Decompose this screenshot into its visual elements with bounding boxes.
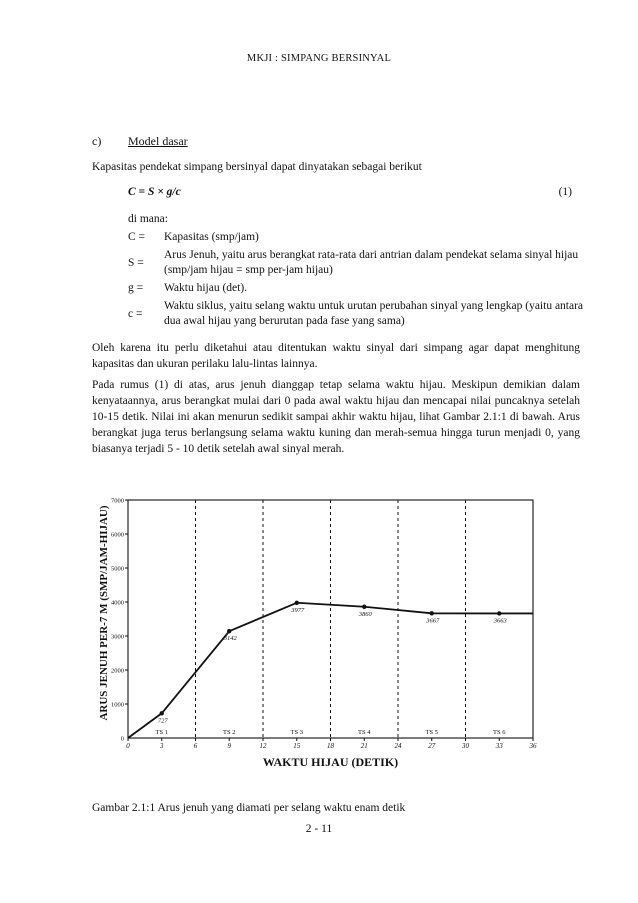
definition-text: Kapasitas (smp/jam) bbox=[164, 231, 259, 243]
intro-text: Kapasitas pendekat simpang bersinyal dapat dinyatakan sebagai berikut bbox=[92, 161, 422, 173]
x-tick-label: 21 bbox=[360, 742, 368, 750]
section-letter: c) bbox=[92, 134, 102, 148]
section-title: Model dasar bbox=[128, 134, 188, 148]
interval-label: TS 6 bbox=[493, 729, 506, 736]
y-tick-label: 0 bbox=[120, 735, 124, 743]
figure-caption: Gambar 2.1:1 Arus jenuh yang diamati per selang waktu enam detik bbox=[92, 802, 406, 814]
data-point bbox=[295, 601, 299, 605]
x-tick-label: 6 bbox=[193, 742, 198, 750]
capacity-formula: C = S × g/c bbox=[128, 186, 181, 198]
data-label: 3667 bbox=[426, 617, 440, 625]
definition-row bbox=[128, 299, 584, 329]
y-tick-label: 6000 bbox=[111, 531, 124, 539]
y-tick-label: 4000 bbox=[111, 599, 124, 607]
interval-label: TS 2 bbox=[223, 729, 236, 736]
x-axis-title: WAKTU HIJAU (DETIK) bbox=[262, 755, 399, 769]
x-tick-label: 3 bbox=[160, 742, 164, 750]
y-tick-label: 5000 bbox=[111, 565, 124, 573]
data-point bbox=[430, 611, 434, 615]
x-tick-label: 15 bbox=[293, 742, 301, 750]
x-tick-label: 24 bbox=[394, 742, 402, 750]
x-tick-label: 18 bbox=[327, 742, 334, 750]
interval-label: TS 1 bbox=[155, 729, 168, 736]
definition-text: Arus Jenuh, yaitu arus berangkat rata-rata dari antrian dalam pendekat selama sinyal hijau (smp/jam hijau = smp per-jam hijau) bbox=[164, 249, 579, 276]
definition-symbol: S = bbox=[128, 256, 144, 269]
page-header: MKJI : SIMPANG BERSINYAL bbox=[246, 53, 392, 64]
interval-label: TS 3 bbox=[290, 729, 303, 736]
x-tick-label: 9 bbox=[227, 742, 231, 750]
interval-label: TS 5 bbox=[425, 729, 438, 736]
x-tick-label: 12 bbox=[259, 742, 267, 750]
y-tick-label: 7000 bbox=[111, 497, 124, 505]
y-tick-label: 3000 bbox=[111, 633, 124, 641]
paragraph-1: Oleh karena itu perlu diketahui atau ditentukan waktu sinyal dari simpang agar dapat menghitung kapasitas dan ukuran perilaku lalu-lintas lainnya. bbox=[92, 342, 580, 370]
page-number: 2 - 11 bbox=[305, 823, 333, 835]
definition-row bbox=[128, 230, 584, 245]
definition-row bbox=[128, 281, 584, 296]
x-tick-label: 27 bbox=[428, 742, 436, 750]
paragraph-2: Pada rumus (1) di atas, arus jenuh dianggap tetap selama waktu hijau. Meskipun demikian dalam kenyataannya, arus berangkat mulai dari 0 pada awal waktu hijau dan mencapai nilai puncaknya setelah 10-15 detik. Nilai ini akan menurun sedikit sampai akhir waktu hijau, lihat Gambar 2.1:1 di bawah. Arus berangkat juga terus berlangsung selama waktu kuning dan merah-semua hingga turun menjadi 0, yang biasanya terjadi 5 - 10 detik setelah awal sinyal merah. bbox=[92, 379, 580, 455]
equation-number: (1) bbox=[558, 186, 572, 198]
y-tick-label: 2000 bbox=[111, 667, 124, 675]
data-point bbox=[227, 629, 231, 633]
data-label: 727 bbox=[157, 717, 168, 725]
definition-symbol: g = bbox=[128, 282, 144, 294]
x-tick-label: 30 bbox=[462, 742, 469, 750]
data-point bbox=[497, 611, 501, 615]
definitions-list bbox=[128, 230, 584, 332]
definition-text: Waktu hijau (det). bbox=[164, 282, 248, 294]
data-label: 3663 bbox=[493, 617, 507, 625]
definition-text: Waktu siklus, yaitu selang waktu untuk urutan perubahan sinyal yang lengkap (yaitu antara dua awal hijau yang berurutan pada fase yang sama) bbox=[164, 300, 584, 327]
x-tick-label: 36 bbox=[529, 742, 537, 750]
interval-label: TS 4 bbox=[358, 729, 371, 736]
x-tick-label: 33 bbox=[495, 742, 503, 750]
data-label: 3860 bbox=[358, 610, 372, 618]
definition-symbol: C = bbox=[128, 231, 146, 243]
data-label: 3142 bbox=[223, 635, 237, 643]
x-tick-label: 0 bbox=[126, 742, 130, 750]
y-tick-label: 1000 bbox=[111, 701, 124, 709]
where-label: di mana: bbox=[128, 213, 168, 225]
y-axis-title: ARUS JENUH PER-7 M (SMP/JAM-HIJAU) bbox=[98, 505, 110, 721]
data-label: 3977 bbox=[291, 606, 305, 614]
definition-row bbox=[128, 248, 584, 278]
plot-frame bbox=[128, 500, 533, 738]
data-point bbox=[362, 605, 366, 609]
data-point bbox=[160, 711, 164, 715]
definition-symbol: c = bbox=[128, 307, 143, 320]
saturation-flow-chart bbox=[92, 490, 552, 780]
